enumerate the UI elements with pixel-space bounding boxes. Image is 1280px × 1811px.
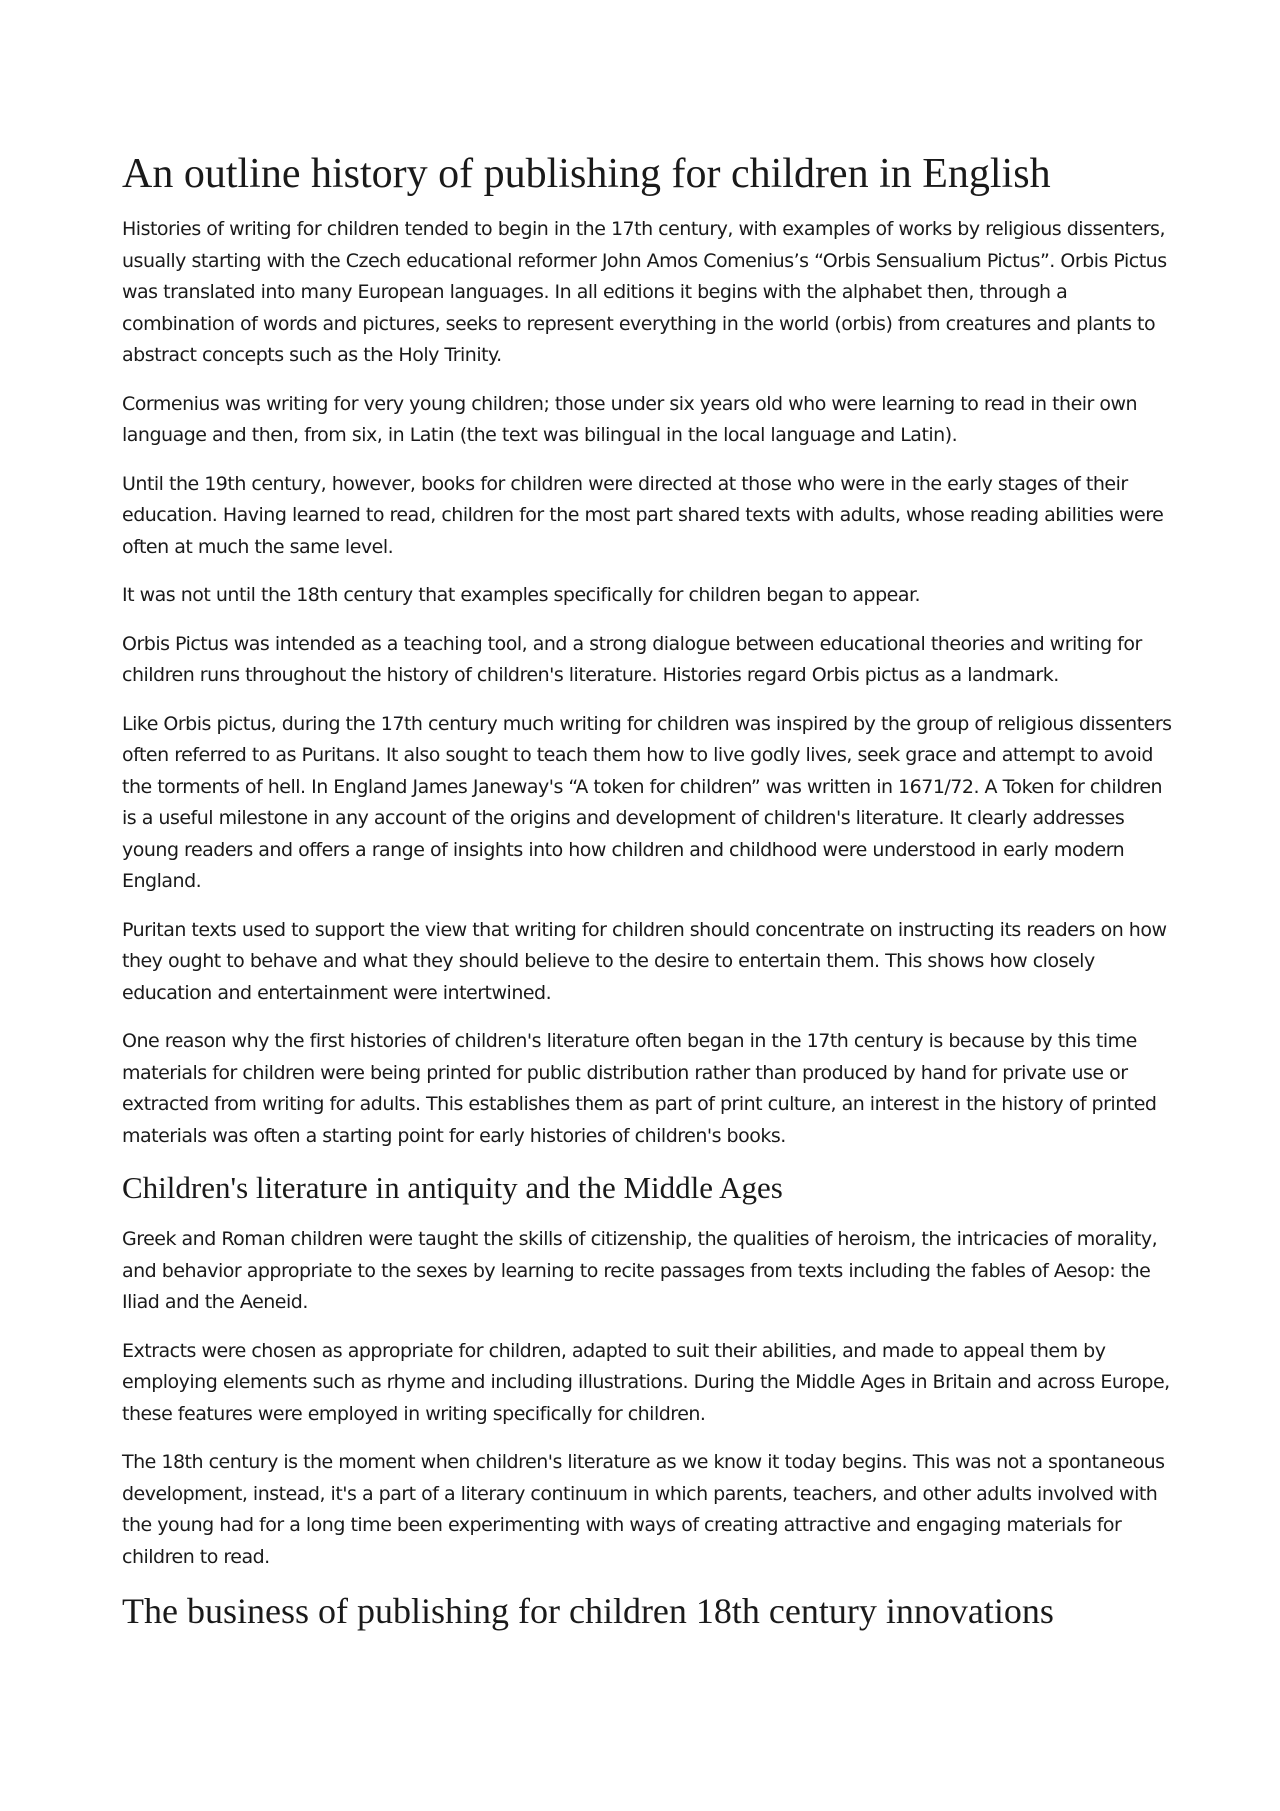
paragraph: Puritan texts used to support the view that writing for children should concentrate on instructing its readers on how they ought to behave and what they should believe to the desire to entertain them. This shows how closely education and entertainment were intertwined.: [122, 918, 1167, 1004]
paragraph: Orbis Pictus was intended as a teaching tool, and a strong dialogue between educational theories and writing for children runs throughout the history of children's literature. Histories regard Orbis pictus as a landmark.: [122, 632, 1142, 687]
paragraph: Greek and Roman children were taught the skills of citizenship, the qualities of heroism, the intricacies of morality, and behavior appropriate to the sexes by learning to recite passages from texts including the fables of Aesop: the Iliad and the Aeneid.: [122, 1228, 1158, 1314]
paragraph: Extracts were chosen as appropriate for children, adapted to suit their abilities, and made to appeal them by employing elements such as rhyme and including illustrations. During the Middle Ages in Britain and across Europe, these features were employed in writing specifically for children.: [122, 1339, 1170, 1425]
paragraph: Like Orbis pictus, during the 17th century much writing for children was inspired by the group of religious dissenters often referred to as Puritans. It also sought to teach them how to live godly lives, seek grace and attempt to avoid the torments of hell. In England James Janeway's “A token for children” was written in 1671/72. A Token for children is a useful milestone in any account of the origins and development of children's literature. It clearly addresses young readers and offers a range of insights into how children and childhood were understood in early modern England.: [122, 712, 1172, 893]
document-page: [122, 150, 1172, 1652]
paragraph: Until the 19th century, however, books for children were directed at those who were in the early stages of their education. Having learned to read, children for the most part shared texts with adults, whose reading abilities were often at much the same level.: [122, 472, 1164, 558]
paragraph: The 18th century is the moment when children's literature as we know it today begins. This was not a spontaneous development, instead, it's a part of a literary continuum in which parents, teachers, and other adults involved with the young had for a long time been experimenting with ways of creating attractive and engaging materials for children to read.: [122, 1451, 1165, 1568]
paragraph: One reason why the first histories of children's literature often began in the 17th century is because by this time materials for children were being printed for public distribution rather than produced by hand for private use or extracted from writing for adults. This establishes them as part of print culture, an interest in the history of printed materials was often a starting point for early histories of children's books.: [122, 1030, 1157, 1147]
paragraph: Histories of writing for children tended to begin in the 17th century, with examples of works by religious dissenters, usually starting with the Czech educational reformer John Amos Comenius’s “Orbis Sensualium Pictus”. Orbis Pictus was translated into many European languages. In all editions it begins with the alphabet then, through a combination of words and pictures, seeks to represent everything in the world (orbis) from creatures and plants to abstract concepts such as the Holy Trinity.: [122, 218, 1167, 367]
document-title: An outline history of publishing for children in English: [122, 151, 1051, 197]
paragraph: It was not until the 18th century that examples specifically for children began to appear.: [122, 584, 921, 607]
paragraph: Cormenius was writing for very young children; those under six years old who were learning to read in their own language and then, from six, in Latin (the text was bilingual in the local language and Latin).: [122, 392, 1138, 447]
section-heading-business: The business of publishing for children 18th century innovations: [122, 1591, 1054, 1632]
section-heading-antiquity: Children's literature in antiquity and the Middle Ages: [122, 1170, 783, 1206]
